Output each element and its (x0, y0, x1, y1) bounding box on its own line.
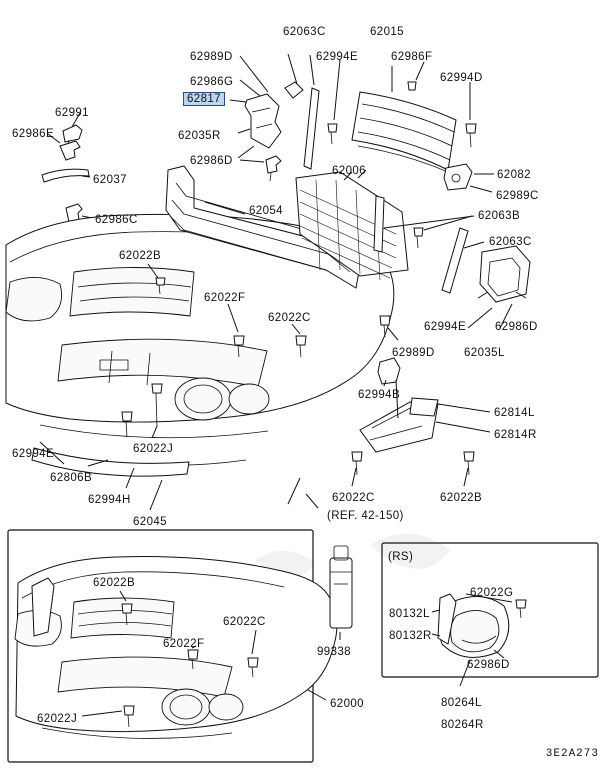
label-62063c-right: 62063C (489, 236, 532, 248)
label-62000: 62000 (330, 698, 364, 710)
label-62986f: 62986F (391, 51, 433, 63)
label-80264r: 80264R (441, 719, 484, 731)
ref-leader (306, 494, 318, 508)
label-62022g: 62022G (470, 587, 514, 599)
part-62035l-ring (468, 246, 530, 328)
label-62814r: 62814R (494, 429, 537, 441)
label-62015: 62015 (370, 26, 404, 38)
part-62082 (444, 164, 494, 192)
label-62022c-mid: 62022C (268, 312, 311, 324)
label-62986d-mid: 62986D (495, 321, 538, 333)
label-62022c-lower: 62022C (332, 492, 375, 504)
label-62986e: 62986E (12, 128, 55, 140)
label-62986c: 62986C (95, 214, 138, 226)
label-62063b: 62063B (478, 210, 521, 222)
label-62022b-lower: 62022B (440, 492, 483, 504)
part-62063c-top (304, 55, 319, 169)
label-62994h: 62994H (88, 494, 131, 506)
label-62006: 62006 (332, 165, 366, 177)
label-62994e-left: 62994E (12, 448, 55, 460)
label-62994b: 62994B (358, 389, 401, 401)
label-80264l: 80264L (441, 697, 482, 709)
diagram-id: 3E2A273 (545, 748, 599, 760)
label-62806b: 62806B (50, 472, 93, 484)
label-62986d-inset: 62986D (467, 659, 510, 671)
label-62037: 62037 (93, 174, 127, 186)
part-62994b (378, 358, 400, 386)
label-62022c-inset: 62022C (223, 616, 266, 628)
part-62037 (42, 169, 90, 182)
rs-note: (RS) (388, 551, 414, 563)
label-62991: 62991 (55, 107, 89, 119)
label-62035r: 62035R (178, 130, 221, 142)
label-62989d-top: 62989D (190, 51, 233, 63)
label-62063c-top: 62063C (283, 26, 326, 38)
label-62994d: 62994D (440, 72, 483, 84)
label-80132l: 80132L (389, 608, 430, 620)
part-62986d-upper (240, 156, 281, 181)
label-62022f-mid: 62022F (204, 292, 246, 304)
label-62082: 62082 (497, 169, 531, 181)
label-62814l: 62814L (494, 407, 535, 419)
label-62045: 62045 (133, 516, 167, 528)
label-62022f-inset: 62022F (163, 638, 205, 650)
label-62022j-inset: 62022J (37, 713, 78, 725)
label-99338: 99338 (317, 646, 351, 658)
label-62022b-upper: 62022B (119, 250, 162, 262)
label-62989c: 62989C (496, 190, 539, 202)
label-80132r: 80132R (389, 630, 432, 642)
label-62054: 62054 (249, 205, 283, 217)
label-62986g: 62986G (190, 76, 234, 88)
bolts-lower (352, 452, 474, 486)
part-62994e-top (328, 60, 340, 144)
label-62989d-mid: 62989D (392, 347, 435, 359)
leader-62000 (308, 690, 326, 700)
label-62035l: 62035L (464, 347, 505, 359)
part-62063c-right-rod (442, 228, 484, 293)
label-62022b-inset: 62022B (93, 577, 136, 589)
label-62994e-mid: 62994E (424, 321, 467, 333)
label-62986d-upper: 62986D (190, 155, 233, 167)
part-99338-tube (330, 546, 352, 640)
label-62817-highlight[interactable]: 62817 (183, 92, 225, 106)
leaders-top-left (240, 54, 303, 98)
part-62817-bracket (230, 94, 281, 158)
part-80264-fog-cover (432, 594, 526, 686)
label-62022j-upper: 62022J (133, 443, 174, 455)
label-62994e-top: 62994E (316, 51, 359, 63)
reference-note: (REF. 42-150) (327, 510, 404, 522)
